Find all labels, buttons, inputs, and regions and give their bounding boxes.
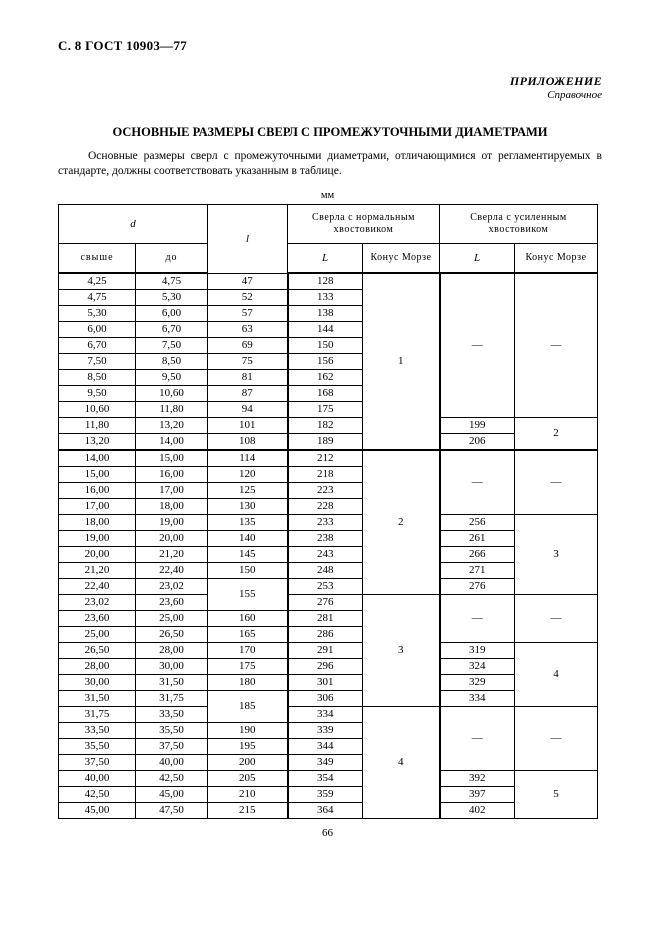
table-cell: 364 — [288, 803, 363, 819]
annex-subtitle: Справочное — [547, 89, 602, 101]
table-row — [59, 418, 598, 434]
table-cell: 281 — [288, 611, 363, 627]
table-cell: 271 — [440, 563, 515, 579]
table-cell: — — [515, 595, 598, 643]
col-header-d: d — [59, 205, 208, 244]
table-cell: — — [515, 450, 598, 515]
table-cell: 319 — [440, 643, 515, 659]
table-cell: 47 — [208, 273, 288, 290]
table-row — [59, 515, 598, 531]
table-cell: 18,00 — [136, 499, 208, 515]
table-cell: 20,00 — [59, 547, 136, 563]
table-cell: 30,00 — [136, 659, 208, 675]
table-cell: 248 — [288, 563, 363, 579]
table-cell: 215 — [208, 803, 288, 819]
table-cell: 21,20 — [59, 563, 136, 579]
table-cell: 175 — [288, 402, 363, 418]
col-header-L-reinforced: L — [440, 244, 515, 274]
table-cell: 5,30 — [136, 290, 208, 306]
table-cell: 4 — [363, 707, 440, 819]
table-cell: 155 — [208, 579, 288, 611]
table-cell: — — [515, 273, 598, 418]
table-cell: 31,75 — [59, 707, 136, 723]
table-cell: 14,00 — [59, 450, 136, 467]
table-cell: 9,50 — [136, 370, 208, 386]
table-cell: 135 — [208, 515, 288, 531]
table-cell: 162 — [288, 370, 363, 386]
table-cell: 175 — [208, 659, 288, 675]
table-row — [59, 771, 598, 787]
table-cell: 23,02 — [136, 579, 208, 595]
table-cell: 354 — [288, 771, 363, 787]
table-cell: 130 — [208, 499, 288, 515]
table-cell: 94 — [208, 402, 288, 418]
table-cell: 31,50 — [136, 675, 208, 691]
table-cell: 75 — [208, 354, 288, 370]
table-cell: 114 — [208, 450, 288, 467]
table-cell: 19,00 — [136, 515, 208, 531]
table-cell: 7,50 — [59, 354, 136, 370]
table-cell: 334 — [440, 691, 515, 707]
table-cell: 5,30 — [59, 306, 136, 322]
table-cell: 218 — [288, 467, 363, 483]
table-cell: 26,50 — [59, 643, 136, 659]
table-cell: 5 — [515, 771, 598, 819]
table-cell: 168 — [288, 386, 363, 402]
table-cell: 6,70 — [136, 322, 208, 338]
table-cell: 22,40 — [59, 579, 136, 595]
table-cell: 33,50 — [136, 707, 208, 723]
table-cell: 18,00 — [59, 515, 136, 531]
table-cell: 150 — [288, 338, 363, 354]
table-cell: 133 — [288, 290, 363, 306]
page-number: 66 — [322, 827, 333, 839]
col-header-to: до — [136, 244, 208, 274]
table-cell: 81 — [208, 370, 288, 386]
table-cell: 4,75 — [59, 290, 136, 306]
table-cell: 170 — [208, 643, 288, 659]
table-cell: 21,20 — [136, 547, 208, 563]
table-cell: 200 — [208, 755, 288, 771]
running-header: С. 8 ГОСТ 10903—77 — [58, 38, 188, 53]
table-cell: 344 — [288, 739, 363, 755]
table-cell: 108 — [208, 434, 288, 451]
table-row — [59, 273, 598, 290]
col-header-l: l — [208, 205, 288, 274]
col-group-normal-shank: Сверла с нормальным хвостовиком — [288, 205, 440, 244]
document-title: ОСНОВНЫЕ РАЗМЕРЫ СВЕРЛ С ПРОМЕЖУТОЧНЫМИ ДИАМЕТРАМИ — [112, 125, 548, 139]
table-cell: 31,50 — [59, 691, 136, 707]
table-cell: 40,00 — [136, 755, 208, 771]
table-cell: 11,80 — [136, 402, 208, 418]
table-cell: — — [515, 707, 598, 771]
table-cell: 349 — [288, 755, 363, 771]
table-cell: 28,00 — [136, 643, 208, 659]
table-cell: — — [440, 273, 515, 418]
table-cell: — — [440, 450, 515, 515]
table-cell: 392 — [440, 771, 515, 787]
table-cell: 125 — [208, 483, 288, 499]
table-cell: 16,00 — [59, 483, 136, 499]
table-cell: 8,50 — [59, 370, 136, 386]
table-cell: 128 — [288, 273, 363, 290]
table-row — [59, 595, 598, 611]
table-cell: — — [440, 707, 515, 771]
table-cell: 182 — [288, 418, 363, 434]
col-header-L-normal: L — [288, 244, 363, 274]
table-cell: 306 — [288, 691, 363, 707]
table-cell: 69 — [208, 338, 288, 354]
table-cell: 397 — [440, 787, 515, 803]
table-cell: 25,00 — [59, 627, 136, 643]
header-group-row — [59, 205, 598, 244]
table-cell: 4,25 — [59, 273, 136, 290]
table-cell: 9,50 — [59, 386, 136, 402]
table-cell: 22,40 — [136, 563, 208, 579]
table-cell: 25,00 — [136, 611, 208, 627]
annex-block — [58, 74, 602, 102]
table-cell: 199 — [440, 418, 515, 434]
table-cell: 45,00 — [136, 787, 208, 803]
col-header-morse-normal: Конус Морзе — [363, 244, 440, 274]
col-header-morse-reinforced: Конус Морзе — [515, 244, 598, 274]
table-cell: 359 — [288, 787, 363, 803]
table-cell: 19,00 — [59, 531, 136, 547]
table-cell: 26,50 — [136, 627, 208, 643]
table-cell: 13,20 — [59, 434, 136, 451]
table-cell: 261 — [440, 531, 515, 547]
table-cell: 1 — [363, 273, 440, 450]
table-cell: 13,20 — [136, 418, 208, 434]
table-cell: 206 — [440, 434, 515, 451]
table-cell: 4 — [515, 643, 598, 707]
table-cell: 233 — [288, 515, 363, 531]
table-cell: 45,00 — [59, 803, 136, 819]
table-cell: 23,02 — [59, 595, 136, 611]
table-cell: 7,50 — [136, 338, 208, 354]
table-cell: 145 — [208, 547, 288, 563]
drill-dimensions-table — [58, 204, 598, 819]
table-cell: 296 — [288, 659, 363, 675]
table-cell: 6,00 — [59, 322, 136, 338]
table-row — [59, 450, 598, 467]
table-cell: 144 — [288, 322, 363, 338]
table-cell: 276 — [440, 579, 515, 595]
table-cell: 402 — [440, 803, 515, 819]
table-cell: 329 — [440, 675, 515, 691]
table-cell: 6,70 — [59, 338, 136, 354]
table-cell: 63 — [208, 322, 288, 338]
table-cell: 212 — [288, 450, 363, 467]
table-cell: 10,60 — [59, 402, 136, 418]
table-cell: 276 — [288, 595, 363, 611]
table-cell: 238 — [288, 531, 363, 547]
table-cell: 40,00 — [59, 771, 136, 787]
table-cell: 2 — [363, 450, 440, 595]
table-cell: 3 — [515, 515, 598, 595]
table-cell: 17,00 — [59, 499, 136, 515]
table-cell: 156 — [288, 354, 363, 370]
col-group-reinforced-shank: Сверла с усиленным хвостовиком — [440, 205, 598, 244]
table-cell: 4,75 — [136, 273, 208, 290]
table-cell: 101 — [208, 418, 288, 434]
table-cell: 190 — [208, 723, 288, 739]
table-cell: 11,80 — [59, 418, 136, 434]
table-cell: 223 — [288, 483, 363, 499]
table-cell: 253 — [288, 579, 363, 595]
table-cell: 23,60 — [136, 595, 208, 611]
table-cell: 10,60 — [136, 386, 208, 402]
table-cell: 31,75 — [136, 691, 208, 707]
table-cell: 339 — [288, 723, 363, 739]
table-cell: 52 — [208, 290, 288, 306]
table-cell: 324 — [440, 659, 515, 675]
table-cell: 15,00 — [59, 467, 136, 483]
col-header-over: свыше — [59, 244, 136, 274]
table-cell: 301 — [288, 675, 363, 691]
table-cell: 150 — [208, 563, 288, 579]
table-cell: 35,50 — [59, 739, 136, 755]
table-header — [59, 205, 598, 274]
table-cell: 42,50 — [136, 771, 208, 787]
table-cell: 6,00 — [136, 306, 208, 322]
table-cell: 195 — [208, 739, 288, 755]
table-row — [59, 707, 598, 723]
table-cell: 28,00 — [59, 659, 136, 675]
intro-paragraph: Основные размеры сверл с промежуточными диаметрами, отличающимися от регламентируемых в стандарте, должны соответствовать указанным в таблице. — [58, 150, 602, 177]
table-cell: 185 — [208, 691, 288, 723]
table-cell: 14,00 — [136, 434, 208, 451]
table-cell: 205 — [208, 771, 288, 787]
table-cell: 140 — [208, 531, 288, 547]
table-cell: 334 — [288, 707, 363, 723]
table-cell: 180 — [208, 675, 288, 691]
table-cell: 160 — [208, 611, 288, 627]
table-cell: 256 — [440, 515, 515, 531]
table-cell: 35,50 — [136, 723, 208, 739]
table-cell: 17,00 — [136, 483, 208, 499]
table-cell: — — [440, 595, 515, 643]
table-cell: 189 — [288, 434, 363, 451]
table-cell: 42,50 — [59, 787, 136, 803]
table-cell: 120 — [208, 467, 288, 483]
table-cell: 3 — [363, 595, 440, 707]
table-cell: 2 — [515, 418, 598, 451]
table-cell: 165 — [208, 627, 288, 643]
table-cell: 16,00 — [136, 467, 208, 483]
table-cell: 23,60 — [59, 611, 136, 627]
table-cell: 291 — [288, 643, 363, 659]
table-row — [59, 643, 598, 659]
header-sub-row — [59, 244, 598, 274]
table-cell: 8,50 — [136, 354, 208, 370]
table-cell: 15,00 — [136, 450, 208, 467]
table-cell: 266 — [440, 547, 515, 563]
table-cell: 57 — [208, 306, 288, 322]
table-cell: 30,00 — [59, 675, 136, 691]
table-cell: 33,50 — [59, 723, 136, 739]
table-cell: 37,50 — [59, 755, 136, 771]
table-cell: 47,50 — [136, 803, 208, 819]
table-cell: 37,50 — [136, 739, 208, 755]
annex-title: ПРИЛОЖЕНИЕ — [509, 74, 602, 88]
table-cell: 210 — [208, 787, 288, 803]
table-cell: 286 — [288, 627, 363, 643]
table-cell: 87 — [208, 386, 288, 402]
units-label: мм — [320, 190, 335, 201]
table-cell: 20,00 — [136, 531, 208, 547]
table-cell: 228 — [288, 499, 363, 515]
table-cell: 243 — [288, 547, 363, 563]
table-body — [59, 273, 598, 819]
table-cell: 138 — [288, 306, 363, 322]
